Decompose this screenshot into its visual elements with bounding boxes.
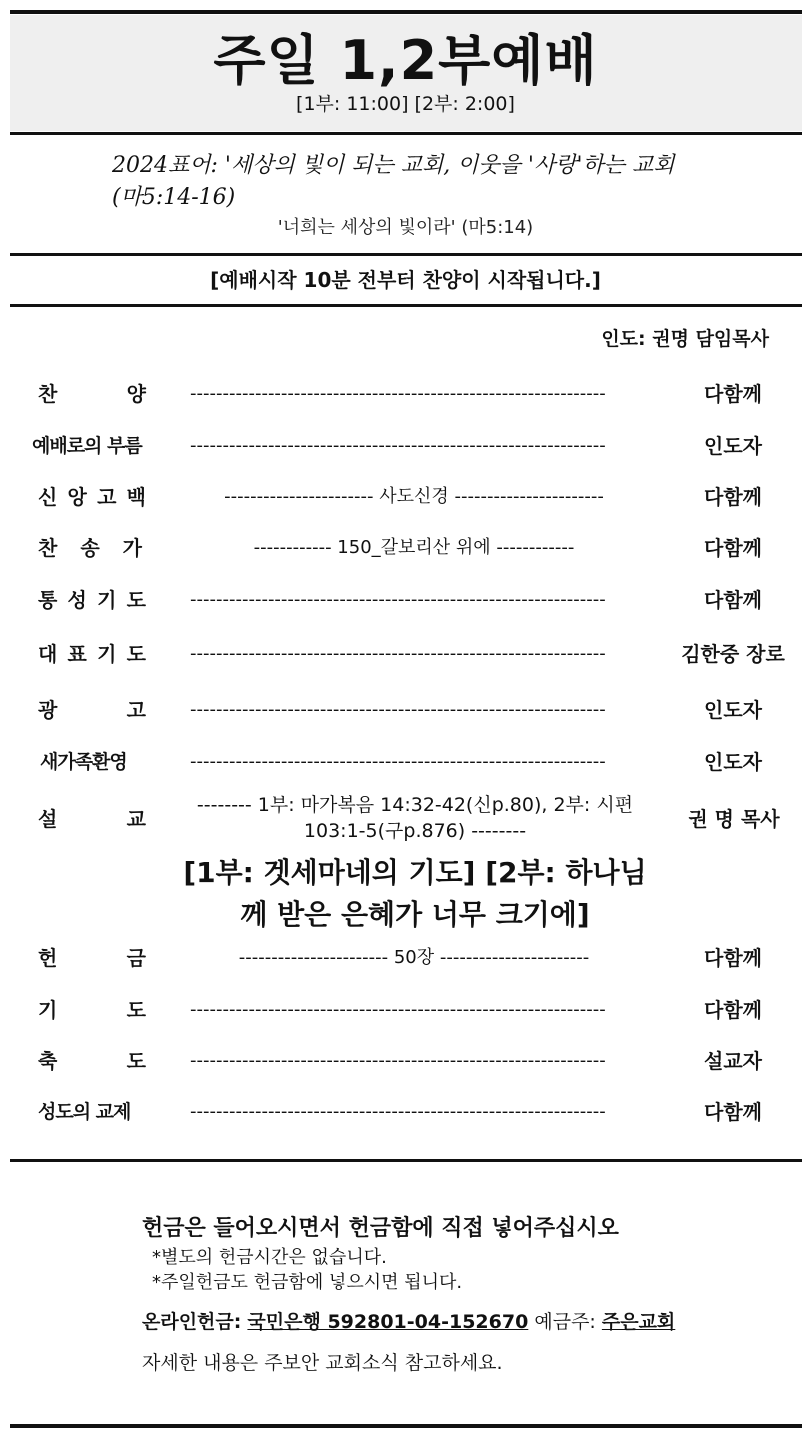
- order-row-hymn: [0, 531, 811, 565]
- yearly-motto: [112, 150, 752, 214]
- order-performer: 다함께: [704, 946, 762, 970]
- order-row-creed: [0, 480, 811, 514]
- motto-bottom-rule: [10, 253, 802, 256]
- order-label: 통 성 기 도: [38, 588, 146, 612]
- order-label: 헌 금: [38, 946, 146, 970]
- order-performer: 다함께: [704, 998, 762, 1022]
- motto-verse: '너희는 세상의 빛이라' (마5:14): [277, 217, 534, 238]
- dash-leader: ----------------------------------------------------------------: [190, 589, 606, 610]
- order-row-group-prayer: [0, 583, 811, 617]
- header-bottom-rule: [10, 132, 802, 135]
- offering-instruction: 헌금은 들어오시면서 헌금함에 직접 넣어주십시오: [142, 1216, 619, 1241]
- order-row-offering: [0, 941, 811, 975]
- order-performer: 인도자: [704, 434, 762, 458]
- dash-leader: ----------------------------------------------------------------: [190, 1101, 606, 1122]
- account-holder: 주은교회: [601, 1311, 676, 1333]
- sermon-passage: -------- 1부: 마가복음 14:32-42(신p.80), 2부: 시편 103:1-5(구p.876) --------: [196, 794, 634, 842]
- order-row-announcements: [0, 693, 811, 727]
- order-row-benediction: [0, 1044, 811, 1078]
- order-label: 성도의 교제: [38, 1101, 131, 1123]
- order-row-prayer: [0, 993, 811, 1027]
- top-rule: [10, 10, 802, 14]
- offering-note-1: *별도의 헌금시간은 없습니다.: [152, 1247, 387, 1268]
- order-label: 신 앙 고 백: [38, 485, 146, 509]
- order-label: 찬 양: [38, 382, 146, 406]
- order-content: ----------------------- 50장 -----------------------: [238, 947, 590, 968]
- order-row-fellowship: [0, 1095, 811, 1129]
- order-label: 새가족환영: [40, 751, 127, 773]
- order-performer: 다함께: [704, 382, 762, 406]
- notice-bottom-rule: [10, 304, 802, 307]
- worship-notice: [예배시작 10분 전부터 찬양이 시작됩니다.]: [210, 268, 601, 292]
- page-title: 주일 1,2부예배: [213, 29, 598, 92]
- bottom-rule: [10, 1424, 802, 1428]
- order-performer: 김한중 장로: [681, 642, 785, 666]
- service-times: [1부: 11:00] [2부: 2:00]: [296, 93, 515, 115]
- dash-leader: ----------------------------------------------------------------: [190, 999, 606, 1020]
- order-label: 설 교: [38, 807, 146, 831]
- order-performer: 다함께: [704, 485, 762, 509]
- order-bottom-rule: [10, 1159, 802, 1162]
- order-label: 대 표 기 도: [38, 642, 146, 666]
- order-row-praise: [0, 377, 811, 411]
- order-label: 광 고: [38, 698, 146, 722]
- service-leader: 인도: 권명 담임목사: [601, 328, 769, 350]
- order-label: 기 도: [38, 998, 146, 1022]
- order-performer: 다함께: [704, 536, 762, 560]
- order-label: 축 도: [38, 1049, 146, 1073]
- dash-leader: ----------------------------------------------------------------: [190, 383, 606, 404]
- order-content: ------------ 150_갈보리산 위에 ------------: [253, 537, 575, 558]
- order-row-welcome: [0, 745, 811, 779]
- order-row-call-to-worship: [0, 429, 811, 463]
- dash-leader: ----------------------------------------------------------------: [190, 1050, 606, 1071]
- order-content: ----------------------- 사도신경 -----------------------: [224, 486, 604, 507]
- dash-leader: ----------------------------------------------------------------: [190, 435, 606, 456]
- offering-note-2: *주일헌금도 헌금함에 넣으시면 됩니다.: [152, 1272, 463, 1293]
- order-performer: 인도자: [704, 750, 762, 774]
- dash-leader: ----------------------------------------------------------------: [190, 643, 606, 664]
- online-offering-label: 온라인헌금:: [142, 1311, 242, 1333]
- order-performer: 설교자: [704, 1049, 762, 1073]
- bank-account: 국민은행 592801-04-152670: [247, 1311, 529, 1333]
- online-offering: [142, 1308, 675, 1336]
- sermon-title: [1부: 겟세마네의 기도] [2부: 하나님께 받은 은혜가 너무 크기에]: [183, 856, 647, 931]
- order-row-representative-prayer: [0, 637, 811, 671]
- order-label: 예배로의 부름: [32, 435, 142, 457]
- motto-line-2: (마5:14-16): [112, 185, 236, 210]
- motto-line-1: 2024표어: '세상의 빛이 되는 교회, 이웃을 '사랑'하는 교회: [112, 153, 675, 178]
- order-performer: 권 명 목사: [688, 807, 780, 831]
- account-holder-label: 예금주:: [534, 1311, 596, 1333]
- order-label: 찬 송 가: [38, 536, 142, 560]
- dash-leader: ----------------------------------------------------------------: [190, 751, 606, 772]
- order-performer: 다함께: [704, 1100, 762, 1124]
- order-performer: 인도자: [704, 698, 762, 722]
- dash-leader: ----------------------------------------------------------------: [190, 699, 606, 720]
- order-performer: 다함께: [704, 588, 762, 612]
- detail-reference: 자세한 내용은 주보안 교회소식 참고하세요.: [142, 1352, 503, 1374]
